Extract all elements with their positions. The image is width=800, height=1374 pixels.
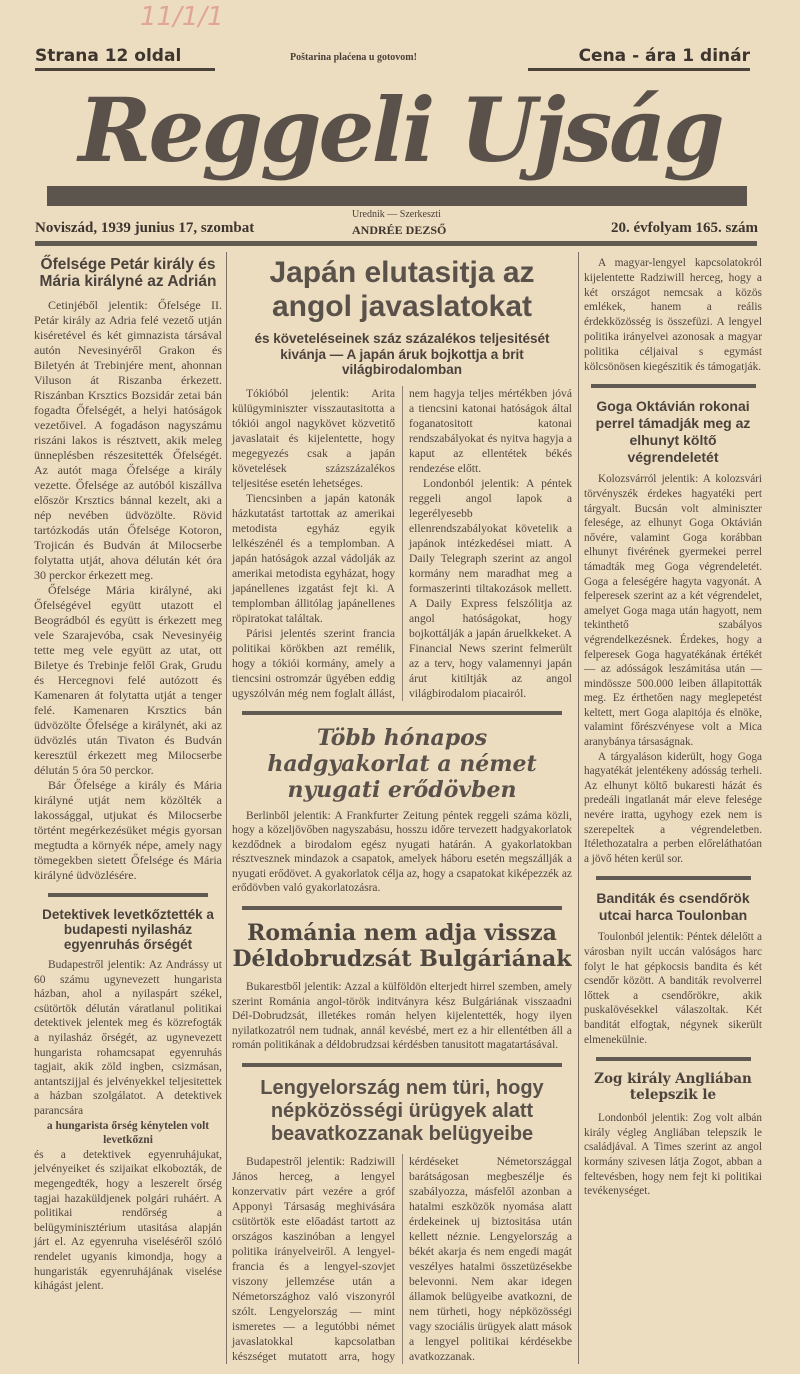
masthead-bar [47,186,747,206]
left-column [34,256,222,1294]
paragraph: A magyar-lengyel kapcsolatokról kijelentette Radziwill herceg, hogy a két országot nemcsak a közös emlékek, hanem a reális érdekközösség is összefüzi. A lengyel politika irányelvei azonosak a magyar politika céljaival s egymást kölcsönösen kiegészitik és támogatják. [584,257,762,373]
divider-rule [242,711,562,715]
paragraph: és a detektivek egyenruhájukat, jelvényeiket és szijaikat elkobozták, de megengedték, hogy a leszerelt őrség tagjai hazaküldjenek polgári ruháért. A politikai rendőrség a belügyminisztérium utasitása alapján járt el. Az egyenruha viseléséről szóló rendelet ugyanis kimondja, hogy a hungaristák egyenruhájának viselése kihágást jelent. [34,1148,222,1293]
paragraph: Londonból jelentik: A péntek reggeli angol lapok a legerélyesebb ellenrendszabályokat követelik a japánok intézkedései miatt. A Daily Telegraph szerint az angol kormány nem maradhat meg a formaszerinti tiltakozások mellett. A Daily Express felszólitja az angol hatóságokat, hogy bojkottálják a japán áruelkkeket. A Financial News szerint felmerült az a terv, hogy valamennyi japán árut kitiltják az angol világbirodalom piacairól. [409,476,572,700]
paragraph: Kolozsvárról jelentik: A kolozsvári törvényszék érdekes hagyatéki pert tárgyalt. Bucsán volt alminiszter felesége, az elhunyt Goga Oktávián nővére, valamint Goga korábban elhunyt fivérének gyermekei perrel támadták meg Goga végrendeletét. Goga a feleségére hagyta vagyonát. A felperesek szerint az a két végrendelet, amelyet Goga maga után hagyott, nem tekinthető szabályos végrendelkezésnek. Érdekes, hogy a felperesek Goga hagyatékának értékét — az adósságok leszámitása után — mindössze 500.000 leiben állapitották meg. Ez érthetően nagy meglepetést keltett, mert Goga alapitója és elnöke, valamint főrészvényese volt a Mica aranybánya társaságnak. [584,473,762,749]
headline: Goga Oktávián rokonai perrel támadják meg az elhunyt költő végrendeletét [595,398,751,466]
headline: Zog király Angliában telepszik le [594,1071,752,1104]
center-column [232,256,572,1364]
divider-rule [242,1063,562,1067]
article-poland [232,1077,572,1364]
issue-number: 20. évfolyam 165. szám [610,220,758,236]
newspaper-title: Reggeli Ujság [78,78,722,182]
paragraph: Cetinjéből jelentik: Őfelsége II. Petár király az Adria felé vezető utján kiséretével és két gimnazista társával autón Nevesinyéről Grakon és Biletyén át Trebinjére ment, ahonnan Viluson át Riszanba érkezett. Riszánban Krsztics Bozsidár zetai bán fogadta Őfelségét, a helyi hatóságok vezetőivel. A fogadáson nagyszámu riszáni lakos is résztvett, akik meleg ünneplésben részesitették Őfelségét. Az autót maga Őfelsége a király vezette. Őfelsége az autóból kiszállva először Krsztics bánnal kezelt, aki a nép nevében üdvözölte. Rövid tartózkodás után Őfelsége Kotoron, Trojicán és Budván át Milocserbe folytatta utját, ahova délután két óra 30 perckor érkezett meg. [34,297,222,582]
handwritten-stamp: 11/1/1 [140,2,224,32]
headline: Lengyelország nem türi, hogy népközösségi ürügyek alatt beavatkozzanak belügyeibe [260,1077,544,1146]
headline: Őfelsége Petár király és Mária királyné az Adrián [39,256,217,291]
paragraph: A tárgyaláson kiderült, hogy Goga hagyatékát jelentékeny adósság terheli. Az elhunyt költő bukaresti házát és predeáli ingatlanát már eleve felesége nevére iratta, ugyhogy ezek nem is szerepeltek a végrendeletben. Itélethozatalra a perben előreláthatóan a jövő héten kerül sor. [584,750,762,865]
price: Cena - ára 1 dinár [528,46,750,71]
paragraph: Budapestről jelentik: Radziwill János herceg, a lengyel konzervativ párt vezére a gróf Apponyi Társaság meghivására csütörtök este előadást tartott az országos kaszinóban a lengyel politika irányelveiről. A lengyel-francia és a lengyel-szovjet viszony jellemzése után a Németországhoz való viszonyról szólt. Lengyelország — mint ismeretes — a legutóbbi német javaslatokkal kapcsolatban készséget mutatott arra, hogy kérdéseket Németországgal barátságosan megbeszélje és szabályozza, másfelől azonban a hatalmi eszközök nyomása alatt érdekeinek uj biztositása után kellett néznie. Lengyelország a békét akarja és nem engedi magát veszélyes hatalmi összetüzésekbe belevonni. Nem akar idegen államok belügyeibe avatkozni, de nem türheti, hogy népközösségi vagy szociális ürügyek alatt mások a lengyel politikai kérdésekbe avatkozzanak. [232,1155,572,1364]
header-rule [35,241,757,246]
article-zog [584,1071,762,1199]
article-king [34,256,222,883]
article-maneuver [232,725,572,897]
paragraph: Bár Őfelsége a király és Mária királyné utját nem közölték a lakossággal, utjukat és Milocserbe történt megérkezésüket mégis gyorsan megtudta a környék népe, amely nagy tömegekben sietett Őfelsége és Mária királyné üdvözlésére. [34,777,222,882]
paragraph: Tiencsinben a japán katonák házkutatást tartottak az amerikai metodista egyház egyik lelkészénél és a templomban. A japán hatóságok azzal vádolják az amerikai metodista egyházat, hogy japánellenes izgatást fejt ki. A templomban állitólag japánellenes röpiratokat találtak. [232,491,395,625]
article-detectives [34,907,222,1294]
editor-label: Urednik — Szerkeszti [352,209,441,220]
column-divider [226,252,227,1364]
right-column [584,256,762,1199]
subheadline: a hungarista őrség kénytelen volt levetkőzni [46,1119,210,1147]
headline: Japán elutasitja az angol javaslatokat [269,256,535,323]
headline: Detektivek levetkőztették a budapesti nyilasház egyenruhás őrségét [42,906,214,952]
editor-name: ANDRÉE DEZSŐ [352,223,447,237]
paragraph: Londonból jelentik: Zog volt albán király végleg Angliában telepszik le családjával. A Times szerint az angol kormány szivesen látja Zogot, abban a feltevésben, hogy nem fejt ki politikai tevékenységet. [584,1112,762,1198]
article-japan [232,256,572,701]
article-romania [232,920,572,1053]
headline: Több hónapos hadgyakorlat a német nyugati erődövben [267,724,537,803]
paragraph: Budapestről jelentik: Az Andrássy ut 60 számu ugynevezett hungarista házban, ahol a nyilaspárt székel, csütörtök délután váratlanul politikai detektivek jelentek meg és közrefogták a nyilasház őrségét, az ugynevezett hungarista rohamcsapat egyenruhás tagjait, akik zöld ingben, csizmásan, antantszijjal és jelvényekkel teljesitettek a házban szolgálatot. A detektivek parancsára [34,959,222,1117]
divider-rule [591,384,756,388]
paragraph: Őfelsége Mária királyné, aki Őfelségével együtt utazott el Beográdból és együtt is érkezett meg vele Szarajevóba, csak Nevesinyéig tette meg vele együtt az utat, ott Biletye és Trebinje felől Grak, Grudu és Hercegnovi felé autózott és Kamenaren át folytatta utját a tenger felé. Kamenaren Krsztics bán üdvözölte Őfelsége a királynét, aki az üdvözlés után Tivaton és Budván keresztül érkezett meg Milocserbe délután 5 óra 50 perckor. [34,582,222,777]
divider-rule [48,893,208,897]
headline: Banditák és csendőrök utcai harca Toulonban [596,890,750,924]
divider-rule [596,876,751,880]
paragraph: Párisi jelentés szerint francia politikai körökben azt remélik, hogy a tókiói kormány, amely a tiencsini ostromzár ügyében eddig ugyszólván még nem foglalt állást, nem hagyja teljes mértékben jóvá a tiencsini katonai hatóságok által foganatositott katonai rendszabályokat és nyitva hagyja a kaput az ellentétek békés rendezése előtt. [232,386,572,700]
article-poland-continued [584,256,762,374]
headline: Románia nem adja vissza Déldobrudzsát Bulgáriának [232,920,572,973]
page-count: Strana 12 oldal [35,46,215,71]
postage-note: Poštarina plaćena u gotovom! [290,52,417,63]
paragraph: Bukarestből jelentik: Azzal a külföldön elterjedt hirrel szemben, amely szerint Románia angol-török inditványra kész Bulgáriának visszaadni Dél-Dobrudzsát, illetékes román helyen kijelentették, hogy ilyen nyilatkozatról nem tudnak, annál kevésbé, mert ez a hir ellentétben áll a román politikának a déldobrudzsai kérdésben tanusitott magatartásával. [232,981,572,1052]
subheadline: és követeléseinek száz százalékos teljesitését kivánja — A japán áruk bojkottja a brit világbirodalomban [254,331,550,377]
column-divider [578,252,579,1364]
article-goga [584,398,762,866]
paragraph: Tókióból jelentik: Arita külügyminiszter visszautasitotta a tókiói angol nagykövet közvetitő javaslatait és kijelentette, hogy megegyezés csak a japán követelések százszázalékos teljesitése esetén lehetséges. [232,386,395,490]
divider-rule [596,1057,751,1061]
paragraph: Berlinből jelentik: A Frankfurter Zeitung péntek reggeli száma közli, hogy a közeljövőben nagyszabásu, hosszu időre tervezett hadgyakorlatok kezdődnek a birodalom egész nyugati határán. A gyakorlatokban résztvesznek mindazok a csapatok, amelyek háboru esetén megszállják a nyugati erődövet. A gyakorlatok célja az, hogy a csapatokat kiképezzék az erődövben való gyakorlatozásra. [232,809,572,895]
divider-rule [242,906,562,910]
article-toulon [584,890,762,1047]
dateline: Noviszád, 1939 junius 17, szombat [35,220,255,236]
paragraph: Toulonból jelentik: Péntek délelőtt a városban nyilt uccán valóságos harc folyt le hat gépkocsis bandita és két csendőr között. A banditák revolverrel lőttek a csendőrökre, akik puskalövésekkel válaszoltak. Két banditát elfogtak, négynek sikerült elmenekülnie. [584,931,762,1046]
